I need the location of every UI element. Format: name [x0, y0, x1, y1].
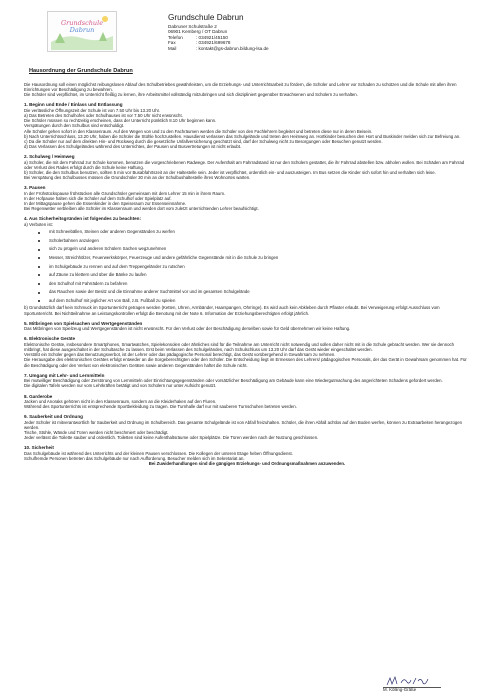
section-line: In der Frühstückspause frühstücken alle Grundschüler gemeinsam mit dem Lehrer 15 min in ihrem Raum. — [24, 190, 226, 196]
prohibition-item — [49, 271, 470, 280]
prohibition-list — [24, 228, 470, 305]
bullet-icon — [38, 249, 40, 251]
section-line: d) Das Verlassen des Schulgeländes während des Unterrichtes, der Pausen und Busvertretungen ist nicht erlaubt. — [24, 144, 242, 150]
signature-block — [383, 675, 483, 692]
section-heading: 8. Garderobe — [24, 393, 53, 399]
prohibition-item — [49, 263, 470, 272]
section-line: Das Schulgebäude ist während des Unterrichts und der kleinen Pausen verschlossen. Die Kollegen der unteren Etage heben Öffnungsdienst. — [24, 450, 293, 456]
section-line: b) Schüler, die den Schulbus benutzen, sollten 5 min vor Busabfahrtszeit an der Haltestelle sein. Jeder ist verpflichtet, ordentlich ein- und auszusteigen. Im Bus setzen die Kinder sich sofort hin und verhalten sich leise. — [24, 170, 436, 176]
section-line: Jeder Schüler ist mitverantwortlich für Sauberkeit und Ordnung im Schulbereich. Das gesamte Schulgelände ist von Abfall freizuhalten. Schüler, die ihren Abfall achtlos auf den Boden werfen, können zu Extraarbeiten herangezogen werden. — [24, 419, 463, 430]
section-line: a) Schüler, die mit dem Fahrrad zur Schule kommen, benutzen die vorgeschriebenen Radwege. Der Aufenthalt am Fahrradstand ist nur den Schülern gestattet, die ihr Fahrrad abstellen bzw. abholen wollen. Bei Schäden am Fahrrad oder Verlust des Rades erfolgt durch die Schule keine Haftung. — [24, 159, 465, 170]
section-heading: 3. Pausen — [24, 185, 46, 191]
section-line: Die digitalen Tafeln werden nur vom Lehrkräften betätigt und von Schülern nur unter Aufsicht genutzt. — [24, 383, 217, 389]
address-city: 06901 Kemberg / OT Dabrun — [168, 29, 228, 35]
school-contact-block — [168, 13, 468, 51]
section — [24, 445, 470, 461]
section — [24, 321, 470, 332]
section-line: Verstößt ein Schüler gegen das Benutzungsverbot, ist der Lehrer oder das pädagogische Personal berechtigt, das Gerät vorübergehend in Gewahrsam zu nehmen. — [24, 352, 336, 358]
section-line: b) Grundsätzlich darf kein Schmuck im Sportunterricht getragen werden (Ketten, Uhren, Armbänder, Haarspangen, Ohrringe). Es wird auch kein Abkleben durch Pflaster erlaubt. Bei Verweigerung erfolgt Ausschluss vom Sportunterricht. Bei Nichtteilnahme an Leistungskontrollen erfolgt die Benotung mit der Note 6. Information der Erziehungsberechtigten erfolgt jährlich. — [24, 305, 440, 316]
prohibition-text: Messer, Streichhölzer, Feuerwerkskörper, Feuerzeuge und andere gefährliche Gegenstände mit in die Schule zu bringen — [49, 254, 279, 260]
contact-label: Mail — [168, 45, 177, 51]
prohibition-item — [49, 228, 470, 237]
section-heading: 4. Aus Sicherheitsgründen ist folgendes zu beachten: — [24, 216, 141, 222]
bullet-icon — [38, 292, 40, 294]
prohibition-item — [49, 254, 470, 263]
bullet-icon — [38, 266, 40, 268]
section — [24, 394, 470, 410]
section-heading: 2. Schulweg / Heimweg — [24, 154, 75, 160]
contact-mail — [168, 46, 468, 51]
contact-value: : kontakt@gs-dabrun.bildung-lsa.de — [196, 45, 269, 51]
section-line: Das Mitbringen von Spielzeug und Wertgegenständen ist nicht erwünscht. Für den Verlust oder der Beschädigung derselben sowie für Geld übernehmen wir keine Haftung. — [24, 326, 351, 332]
prohibition-text: das Rauchen sowie der Besitz und die Einnahme anderer Suchtmittel vor und im gesamten Schulgelände — [49, 289, 250, 295]
contact-value: : 034921/45150 — [196, 34, 228, 40]
prohibition-text: auf Zäune zu klettern und über die Bänke zu laufen — [49, 272, 147, 278]
bullet-icon — [38, 300, 40, 302]
document-title: Hausordnung der Grundschule Dabrun — [29, 68, 133, 74]
section — [24, 185, 470, 211]
section-heading: 1. Beginn und Ende / Einlass und Entlassung — [24, 102, 123, 108]
school-logo — [47, 11, 117, 52]
prohibition-text: im Schulgebäude zu rennen und auf dem Treppengeländer zu rutschen — [49, 263, 185, 269]
section-heading: 10. Sicherheit — [24, 445, 54, 451]
bullet-icon — [38, 274, 40, 276]
section-line: Jeder verlässt die Toilette sauber und ordentlich. Toiletten sind keine Aufenthaltsräume oder Spielplätze. Die Türen werden nach der Nutzung geschlossen. — [24, 435, 319, 441]
handwritten-signature — [385, 675, 445, 687]
section-line: b) Nach Unterrichtsschluss, 13.20 Uhr, haben die Schüler die Stühle hochzustellen. Hausdienst verlassen das Schulgelände und treten den Heimweg an. Hortkinder besuchen den Hort und Buskinder melden sich zur Befreiung an. — [24, 133, 461, 139]
section-line: a) Verboten ist: — [24, 221, 53, 227]
section-line: Bei mutwilliger Beschädigung oder Zerstörung von Lernmitteln oder Einrichtungsgegenständen oder vorsätzlicher Beschädigung am Gebäude kann eine Wiedergutmachung des angerichteten Schadens gefordert werden. — [24, 378, 443, 384]
bullet-icon — [38, 283, 40, 285]
section-line: In der Mittagspause gehen die Essenkinder in den Speiseraum zur Essenseinnahme. — [24, 201, 187, 207]
section — [24, 336, 470, 367]
section-line: Tische, Stühle, Wände und Türen werden nicht beschmiert oder beschädigt. — [24, 430, 169, 436]
section — [24, 154, 470, 180]
contact-value: : 034921/699678 — [196, 40, 231, 46]
prohibition-item — [49, 297, 470, 306]
section — [24, 373, 470, 389]
prohibition-text: Schülerbahnen anzulegen — [49, 237, 99, 243]
prohibition-text: mit Schneebällen, Steinen oder anderen Gegenständen zu werfen — [49, 229, 175, 235]
section-line: Bei Verspätung des Schulbusses müssen die Grundschüler 30 min an der Schulbushaltestelle ihres Wohnortes warten. — [24, 175, 251, 181]
section-line: Die Herausgabe des elektronischen Gerätes erfolgt entweder an die Sorgeberechtigten oder den Schüler. Die Entscheidung liegt im Ermessen des Lehrers/ pädagogischen Personals, der das Gerät in Gewahrsam genommen hat. Für die Beschädigung oder den Verlust von elektronischen Geräten sowie anderen Gegenständen haftet die Schule nicht. — [24, 357, 467, 368]
sections-part-2 — [24, 321, 470, 462]
prohibition-text: sich zu prügeln und anderen Schülern Sachen wegzunehmen — [49, 246, 167, 252]
section-line: a) Das Betreten des Schulhofes oder Schulhauses ist vor 7.50 Uhr nicht erwünscht. — [24, 113, 183, 119]
prohibition-item — [49, 288, 470, 297]
prohibition-text: auf dem Schulhof mit jeglicher Art von Ball, z.B. Fußball zu spielen — [49, 297, 176, 303]
section-heading: 9. Sauberkeit und Ordnung — [24, 414, 83, 420]
section-line: Bei Regenwetter verbleiben alle Schüler im Klassenraum und werden dort vom zuletzt unterrichtenden Lehrer beaufsichtigt. — [24, 206, 259, 212]
logo-text-line-1: Grundschule — [60, 19, 104, 27]
section-line: Verspätungen durch den Schulbus sind entschuldigt. — [24, 123, 125, 129]
section — [24, 102, 470, 149]
bullet-icon — [38, 257, 40, 259]
section-safety — [24, 216, 470, 315]
section-line: Elektronische Geräte, insbesondere Smartphones, Smartwatches, Spielekonsolen oder ähnliches sind für die Teilnahme am Unterricht nicht notwendig und sollen daher nicht mit in die Schule gebracht werden. Wer sie dennoch mitbringt, hat diese ausgeschaltet in der Schultasche zu lassen. Erst beim Verlassen des Schulgeländes, nach Schulschluss um 13.20 Uhr darf das Gerät wieder eingeschaltet werden. — [24, 341, 455, 353]
section-line: Die Schüler müssen so rechtzeitig erscheinen, dass der Unterricht pünktlich 8.10 Uhr beginnen kann. — [24, 118, 217, 124]
section-line: Die verlässliche Öffnungszeit der Schule ist von 7.50 Uhr bis 13.20 Uhr. — [24, 107, 161, 113]
prohibition-item — [49, 245, 470, 254]
section-line: Schulfremde Personen betreten das Schulgebäude nur nach Aufforderung. Besucher melden sich im Sekretariat an. — [24, 456, 245, 462]
prohibition-text: den Schulhof mit Fahrrädern zu befahren — [49, 280, 128, 286]
prohibition-item — [49, 280, 470, 289]
address-street: Dabruner Schulstraße 2 — [168, 24, 217, 30]
section-line: Während des Sportunterrichts ist entsprechende Sportbekleidung zu tragen. Die Turnhalle darf nur mit sauberen Turnschuhen betreten werden. — [24, 404, 297, 410]
bullet-icon — [38, 232, 40, 234]
school-name: Grundschule Dabrun — [168, 13, 244, 22]
contact-label: Telefon — [168, 34, 183, 40]
contact-label: Fax — [168, 40, 176, 46]
prohibition-item — [49, 237, 470, 246]
section-heading: 6. Elektronische Geräte — [24, 336, 76, 342]
closing-statement: Bei Zuwiderhandlungen sind die gängigen Erziehungs- und Ordnungsmaßnahmen anzuwenden. — [148, 461, 346, 467]
sections-part-1 — [24, 102, 470, 211]
section-line: Alle Schüler gehen sofort in den Klassenraum. Auf den Wegen von und zu den Fachräumen werden die Schüler von den Fachlehrern begleitet und betreten diese nur in deren Beisein. — [24, 128, 373, 134]
bullet-icon — [38, 240, 40, 242]
section — [24, 414, 470, 440]
logo-text-line-2: Dabrun — [69, 26, 95, 34]
section-line: In der Hofpause halten sich die Schüler auf dem Schulhof oder Spielplatz auf. — [24, 196, 172, 201]
signature-name: M. Kölling-Gräße — [383, 687, 417, 692]
intro-paragraph: Die Schüler sind verpflichtet, im Unterricht fleißig zu lernen, ihre Arbeitsmittel vollständig mitzubringen und sich diszipliniert gegenüber Erwachsenen und Schülern zu verhalten. — [24, 92, 358, 98]
intro-paragraph: Die Hausordnung soll einen möglichst reibungslosen Ablauf des Schulbetriebes gewährleisten, um die Erziehungs- und Unterrichtsarbeit zu fördern, die Schüler und Lehrer vor Schaden zu schützen und die Schule mit allen ihren Einrichtungen vor Beschädigung zu bewahren. — [24, 82, 457, 93]
section-heading: 5. Mitbringen von Spielsachen und Wertgegenständen — [24, 320, 143, 326]
document-body — [24, 78, 470, 466]
section-line: c) Da die Schüler nur auf dem direkten Hin- und Rückweg durch die gesetzliche Unfallversicherung geschützt sind, darf der Schulweg nicht zu Besorgungen oder Besuchen genutzt werden. — [24, 138, 383, 144]
section-line: Jacken und Anoraks gehören nicht in den Klassenraum, sondern an die Kleiderhaken auf den Fluren. — [24, 399, 217, 405]
section-heading: 7. Umgang mit Lehr- und Lernmitteln — [24, 372, 105, 378]
